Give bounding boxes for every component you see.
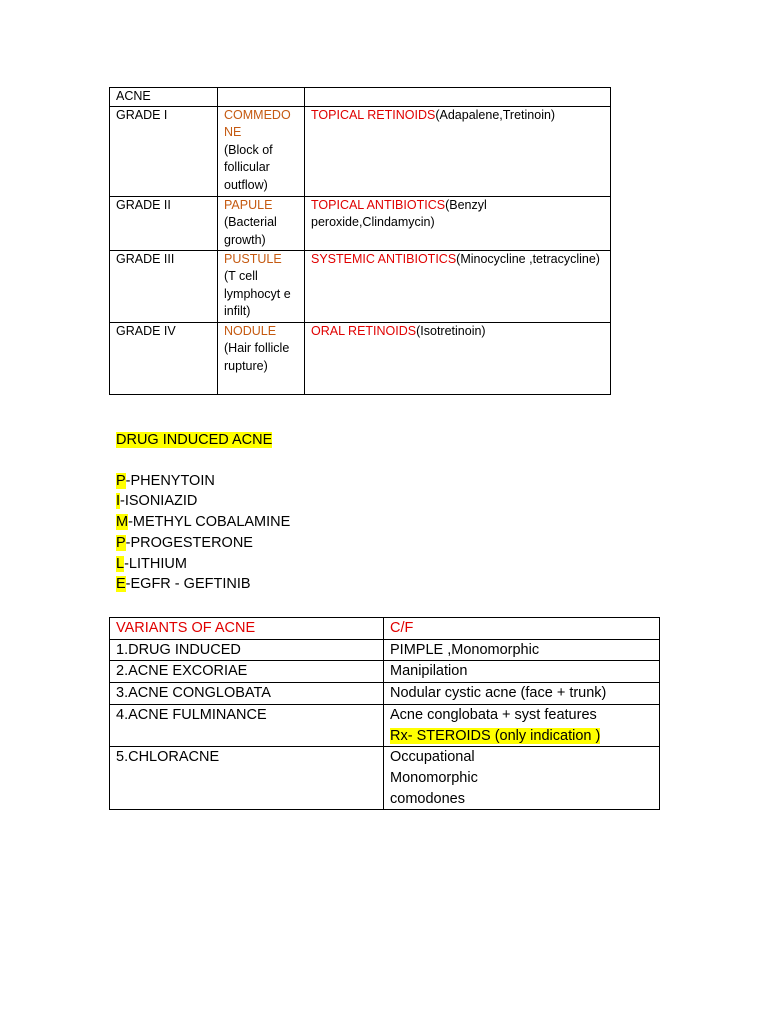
mnemonic-letter: M: [116, 514, 129, 531]
list-item: [116, 491, 290, 512]
lesion-description: (T cell lymphocyt e infilt): [224, 269, 291, 318]
cf-line: comodones: [390, 790, 465, 807]
treatment-cell: [305, 250, 611, 322]
header-cell: [305, 88, 611, 107]
table-header-row: [110, 88, 611, 107]
variant-cell: 2.ACNE EXCORIAE: [110, 661, 384, 683]
treatment-name: TOPICAL RETINOIDS: [311, 107, 436, 122]
variant-cell: 3.ACNE CONGLOBATA: [110, 683, 384, 705]
cf-cell: [384, 747, 660, 810]
treatment-name: TOPICAL ANTIBIOTICS: [311, 197, 446, 212]
drug-name: -PHENYTOIN: [125, 472, 215, 489]
header-cell: C/F: [384, 618, 660, 640]
treatment-name: ORAL RETINOIDS: [311, 323, 417, 338]
treatment-cell: [305, 106, 611, 196]
cf-cell: Nodular cystic acne (face + trunk): [384, 683, 660, 705]
treatment-detail: (Isotretinoin): [416, 323, 486, 338]
table-row: [110, 704, 660, 746]
lesion-name: NODULE: [224, 323, 277, 338]
table-row: [110, 250, 611, 322]
mnemonic-letter: I: [116, 493, 121, 510]
lesion-cell: [218, 322, 305, 394]
drug-name: -METHYL COBALAMINE: [128, 514, 291, 531]
list-item: [116, 471, 290, 492]
variant-cell: 4.ACNE FULMINANCE: [110, 704, 384, 746]
table-row: [110, 683, 660, 705]
cf-cell: [384, 704, 660, 746]
cf-line: Monomorphic: [390, 769, 478, 786]
cf-cell: Manipilation: [384, 661, 660, 683]
table-row: [110, 196, 611, 250]
list-item: [116, 533, 290, 554]
drug-name: -PROGESTERONE: [125, 534, 253, 551]
acne-variants-table: [109, 617, 660, 810]
lesion-name: PUSTULE: [224, 251, 282, 266]
table-row: [110, 747, 660, 810]
table-row: [110, 106, 611, 196]
drug-induced-section: [116, 430, 290, 595]
header-cell: [218, 88, 305, 107]
lesion-name: PAPULE: [224, 197, 273, 212]
treatment-cell: [305, 322, 611, 394]
table-row: [110, 322, 611, 394]
header-cell: ACNE: [110, 88, 218, 107]
mnemonic-letter: P: [116, 472, 126, 489]
variant-cell: 5.CHLORACNE: [110, 747, 384, 810]
variant-cell: 1.DRUG INDUCED: [110, 639, 384, 661]
drug-induced-title: DRUG INDUCED ACNE: [116, 432, 273, 448]
grade-cell: GRADE II: [110, 196, 218, 250]
table-header-row: [110, 618, 660, 640]
treatment-cell: [305, 196, 611, 250]
lesion-description: (Hair follicle rupture): [224, 341, 290, 373]
lesion-cell: [218, 196, 305, 250]
table-row: [110, 639, 660, 661]
header-cell: VARIANTS OF ACNE: [110, 618, 384, 640]
list-item: [116, 554, 290, 575]
treatment-detail: (Adapalene,Tretinoin): [435, 107, 556, 122]
cf-line: Occupational: [390, 749, 475, 766]
lesion-description: (Bacterial growth): [224, 215, 277, 247]
grade-cell: GRADE III: [110, 250, 218, 322]
cf-cell: PIMPLE ,Monomorphic: [384, 639, 660, 661]
treatment-detail: (Minocycline ,tetracycline): [456, 251, 600, 266]
treatment-name: SYSTEMIC ANTIBIOTICS: [311, 251, 457, 266]
lesion-name: COMMEDO NE: [224, 107, 291, 139]
mnemonic-letter: E: [116, 576, 126, 593]
grade-cell: GRADE IV: [110, 322, 218, 394]
treatment-detail: (Benzyl peroxide,Clindamycin): [311, 197, 487, 229]
cf-line: Acne conglobata + syst features: [390, 706, 597, 723]
lesion-description: (Block of follicular outflow): [224, 142, 273, 192]
mnemonic-letter: P: [116, 534, 126, 551]
list-item: [116, 574, 290, 595]
acne-grades-table: [109, 87, 611, 395]
list-item: [116, 512, 290, 533]
drug-name: -ISONIAZID: [120, 493, 198, 510]
grade-cell: GRADE I: [110, 106, 218, 196]
mnemonic-letter: L: [116, 555, 125, 572]
drug-name: -EGFR - GEFTINIB: [125, 576, 251, 593]
lesion-cell: [218, 250, 305, 322]
treatment-highlight: Rx- STEROIDS (only indication ): [390, 727, 601, 744]
table-row: [110, 661, 660, 683]
lesion-cell: [218, 106, 305, 196]
drug-name: -LITHIUM: [124, 555, 187, 572]
